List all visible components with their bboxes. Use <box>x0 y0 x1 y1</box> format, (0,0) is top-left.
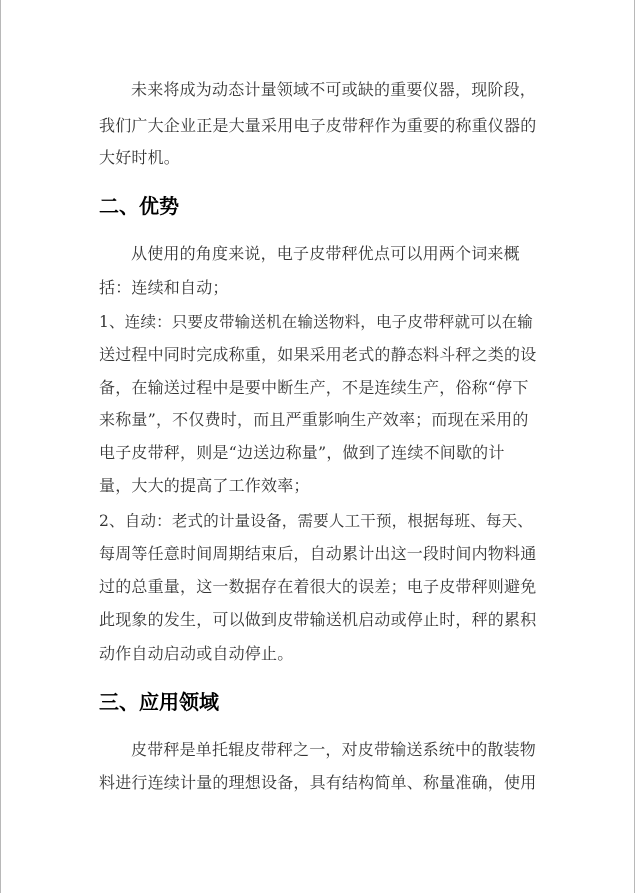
summary-line-1: 从使用的角度来说，电子皮带秤优点可以用两个词来概 <box>131 244 520 263</box>
summary-line-2: 括：连续和自动； <box>99 278 229 297</box>
automatic-line-2: 每周等任意时间周期结束后，自动累计出这一段时间内物料通 <box>99 544 537 563</box>
continuous-line-1: 1、连续：只要皮带输送机在输送物料，电子皮带秤就可以在输 <box>99 313 533 331</box>
automatic-line-4: 此现象的发生，可以做到皮带输送机启动或停止时，秤的累积 <box>99 610 537 629</box>
applications-line-2: 料进行连续计量的理想设备，具有结构简单、称量准确，使用 <box>99 773 537 792</box>
intro-line-3: 大好时机。 <box>99 148 181 167</box>
section-heading-applications: 三、应用领域 <box>99 690 219 714</box>
automatic-line-3: 过的总重量，这一数据存在着很大的误差；电子皮带秤则避免 <box>99 577 537 596</box>
automatic-line-5: 动作自动启动或自动停止。 <box>99 644 294 663</box>
continuous-line-2: 送过程中同时完成称重，如果采用老式的静态料斗秤之类的设 <box>99 345 537 364</box>
automatic-line-1: 2、自动：老式的计量设备，需要人工干预，根据每班、每天、 <box>99 512 533 530</box>
continuous-line-4: 来称量”，不仅费时，而且严重影响生产效率；而现在采用的 <box>99 410 529 429</box>
intro-line-1: 未来将成为动态计量领域不可或缺的重要仪器，现阶段， <box>131 80 537 99</box>
continuous-line-6: 量，大大的提高了工作效率； <box>99 476 310 495</box>
section-heading-advantages: 二、优势 <box>99 194 179 218</box>
continuous-line-3: 备，在输送过程中是要中断生产，不是连续生产，俗称“停下 <box>99 378 529 397</box>
applications-line-1: 皮带秤是单托辊皮带秤之一，对皮带输送系统中的散装物 <box>131 740 537 759</box>
intro-line-2: 我们广大企业正是大量采用电子皮带秤作为重要的称重仪器的 <box>99 116 537 135</box>
continuous-line-5: 电子皮带秤，则是“边送边称量”，做到了连续不间歇的计 <box>99 443 505 462</box>
